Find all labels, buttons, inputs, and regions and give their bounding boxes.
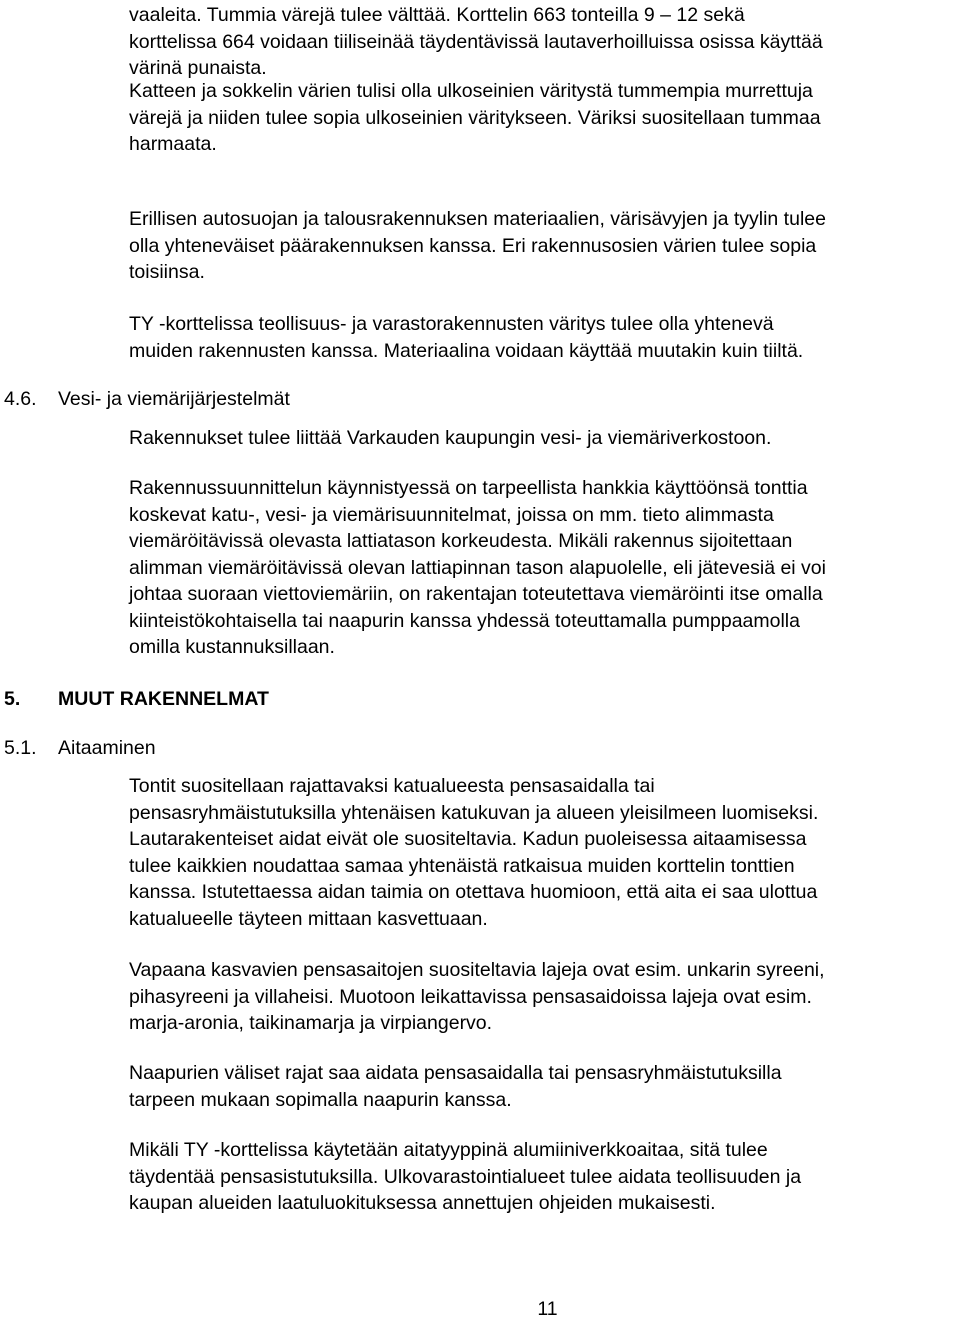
section-heading-4-6 — [4, 386, 290, 413]
text-line: alimman viemäröitävissä olevan lattiapinnan tason alapuolelle, eli jätevesiä ei voi — [129, 556, 826, 579]
paragraph-neighbor-borders — [129, 1060, 957, 1113]
text-line: Rakennussuunnittelun käynnistyessä on tarpeellista hankkia käyttöönsä tonttia — [129, 477, 808, 499]
paragraph-hedge-species — [129, 957, 957, 1037]
text-line: TY -korttelissa teollisuus- ja varastorakennusten väritys tulee olla yhtenevä — [129, 313, 774, 335]
text-line: Tontit suositellaan rajattavaksi katualueesta pensasaidalla tai — [129, 775, 655, 797]
text-line: omilla kustannuksillaan. — [129, 636, 335, 658]
paragraph-network-connection — [129, 425, 957, 452]
paragraph-roof-colors — [129, 78, 957, 158]
page-number: 11 — [537, 1298, 558, 1320]
text-line: katualueelle täyteen mittaan kasvettuaan. — [129, 907, 488, 930]
text-line: marja-aronia, taikinamarja ja virpiangervo. — [129, 1012, 493, 1034]
paragraph-outbuildings — [129, 206, 957, 286]
section-title: Vesi- ja viemärijärjestelmät — [58, 388, 290, 410]
text-line: viemäröitävissä olevasta lattiatason korkeudesta. Mikäli rakennus sijoitettaan — [129, 530, 793, 552]
paragraph-ty-block — [129, 311, 957, 364]
text-line: värejä ja niiden tulee sopia ulkoseinien väritykseen. Väriksi suositellaan tummaa — [129, 106, 821, 129]
text-line: Vapaana kasvavien pensasaitojen suositeltavia lajeja ovat esim. unkarin syreeni, — [129, 959, 825, 981]
text-line: korttelissa 664 voidaan tiiliseinää täydentävissä lautaverhoilluissa osissa käyttää — [129, 30, 823, 53]
text-line: täydentää pensasistutuksilla. Ulkovarastointialueet tulee aidata teollisuuden ja — [129, 1165, 802, 1188]
section-number: 5. — [4, 688, 21, 710]
text-line: harmaata. — [129, 133, 217, 155]
text-line: tarpeen mukaan sopimalla naapurin kanssa. — [129, 1088, 512, 1111]
text-line: muiden rakennusten kanssa. Materiaalina voidaan käyttää muutakin kuin tiiltä. — [129, 339, 804, 362]
text-line: vaaleita. Tummia värejä tulee välttää. Korttelin 663 tonteilla 9 – 12 sekä — [129, 4, 745, 26]
text-line: kanssa. Istutettaessa aidan taimia on otettava huomioon, että aita ei saa ulottua — [129, 881, 818, 903]
section-title: MUUT RAKENNELMAT — [58, 688, 269, 710]
text-line: tulee kaikkien noudattaa samaa yhtenäistä ratkaisua muiden korttelin tonttien — [129, 854, 795, 877]
text-line: Erillisen autosuojan ja talousrakennuksen materiaalien, värisävyjen ja tyylin tulee — [129, 208, 826, 230]
text-line: koskevat katu-, vesi- ja viemärisuunnitelmat, joissa on mm. tieto alimmasta — [129, 503, 774, 526]
text-line: pensasryhmäistutuksilla yhtenäisen katukuvan ja alueen yleisilmeen luomiseksi. — [129, 801, 819, 824]
text-line: värinä punaista. — [129, 57, 267, 79]
section-number: 4.6. — [4, 388, 37, 410]
text-line: Mikäli TY -korttelissa käytetään aitatyyppinä alumiiniverkkoaitaa, sitä tulee — [129, 1139, 768, 1161]
text-line: olla yhteneväiset päärakennuksen kanssa. Eri rakennusosien värien tulee sopia — [129, 234, 817, 257]
section-heading-5 — [4, 686, 269, 713]
section-number: 5.1. — [4, 737, 37, 759]
paragraph-facade-colors — [129, 2, 957, 82]
paragraph-fencing-recommendation — [129, 773, 957, 932]
section-heading-5-1 — [4, 735, 156, 762]
text-line: toisiinsa. — [129, 261, 205, 283]
section-title: Aitaaminen — [58, 737, 156, 759]
text-line: Lautarakenteiset aidat eivät ole suositeltavia. Kadun puoleisessa aitaamisessa — [129, 828, 807, 850]
text-line: Naapurien väliset rajat saa aidata pensasaidalla tai pensasryhmäistutuksilla — [129, 1062, 782, 1084]
text-line: Rakennukset tulee liittää Varkauden kaupungin vesi- ja viemäriverkostoon. — [129, 427, 772, 449]
text-line: pihasyreeni ja villaheisi. Muotoon leikattavissa pensasaidoissa lajeja ovat esim. — [129, 985, 812, 1008]
paragraph-ty-fencing — [129, 1137, 957, 1217]
text-line: Katteen ja sokkelin värien tulisi olla ulkoseinien väritystä tummempia murrettuja — [129, 80, 813, 102]
text-line: johtaa suoraan viettoviemäriin, on rakentajan toteutettava viemäröinti itse omalla — [129, 583, 823, 605]
text-line: kaupan alueiden laatuluokituksessa annettujen ohjeiden mukaisesti. — [129, 1192, 716, 1214]
text-line: kiinteistökohtaisella tai naapurin kanssa yhdessä toteuttamalla pumppaamolla — [129, 609, 800, 632]
paragraph-sewer-planning — [129, 475, 957, 661]
